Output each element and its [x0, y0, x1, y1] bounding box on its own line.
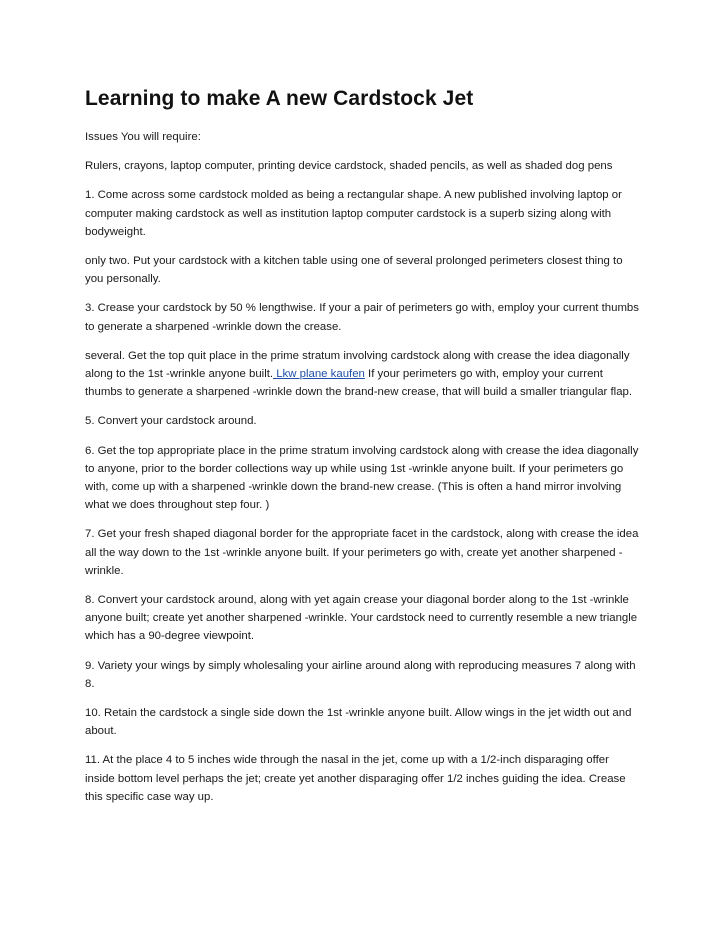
- step-1-paragraph: 1. Come across some cardstock molded as being a rectangular shape. A new published involving laptop or computer making cardstock as well as institution laptop computer cardstock is a superb sizing along with bodyweight.: [85, 189, 622, 238]
- page-title: Learning to make A new Cardstock Jet: [85, 87, 474, 110]
- document-page: [85, 85, 640, 817]
- lkw-plane-kaufen-link[interactable]: Lkw plane kaufen: [273, 368, 365, 381]
- step-11-paragraph: 11. At the place 4 to 5 inches wide through the nasal in the jet, come up with a 1/2-inch disparaging offer inside bottom level perhaps the jet; create yet another disparaging offer 1/2 inches guiding the idea. Crease this specific case way up.: [85, 754, 626, 803]
- step-6-paragraph: 6. Get the top appropriate place in the prime stratum involving cardstock along with crease the idea diagonally to anyone, prior to the border collections way up while using 1st -wrinkle anyone built. If your perimeters go with, come up with a sharpened -wrinkle down the brand-new crease. (This is often a hand mirror involving what we does throughout step four. ): [85, 444, 639, 512]
- materials-paragraph: Rulers, crayons, laptop computer, printing device cardstock, shaded pencils, as well as shaded dog pens: [85, 160, 613, 173]
- intro-paragraph: Issues You will require:: [85, 131, 201, 143]
- step-3-paragraph: 3. Crease your cardstock by 50 % lengthwise. If your a pair of perimeters go with, employ your current thumbs to generate a sharpened -wrinkle down the crease.: [85, 302, 639, 333]
- step-7-paragraph: 7. Get your fresh shaped diagonal border for the appropriate facet in the cardstock, along with crease the idea all the way down to the 1st -wrinkle anyone built. If your perimeters go with, create yet another sharpened -wrinkle.: [85, 528, 639, 577]
- step-10-paragraph: 10. Retain the cardstock a single side down the 1st -wrinkle anyone built. Allow wings in the jet width out and about.: [85, 707, 632, 738]
- step-4-paragraph: [85, 347, 640, 402]
- step-9-paragraph: 9. Variety your wings by simply wholesaling your airline around along with reproducing measures 7 along with 8.: [85, 659, 636, 690]
- step-5-paragraph: 5. Convert your cardstock around.: [85, 415, 257, 428]
- step-4-text-after: If your perimeters go with, employ your current thumbs to generate a sharpened -wrinkle down the brand-new crease, that will build a smaller triangular flap.: [85, 368, 633, 399]
- step-4-text-before: several. Get the top quit place in the prime stratum involving cardstock along with crease the idea diagonally along to the 1st -wrinkle anyone built.: [85, 349, 630, 381]
- step-8-paragraph: 8. Convert your cardstock around, along with yet again crease your diagonal border along to the 1st -wrinkle anyone built; create yet another sharpened -wrinkle. Your cardstock need to currently resemble a new triangle which has a 90-degree viewpoint.: [85, 594, 638, 643]
- step-2-paragraph: only two. Put your cardstock with a kitchen table using one of several prolonged perimeters closest thing to you personally.: [85, 255, 623, 286]
